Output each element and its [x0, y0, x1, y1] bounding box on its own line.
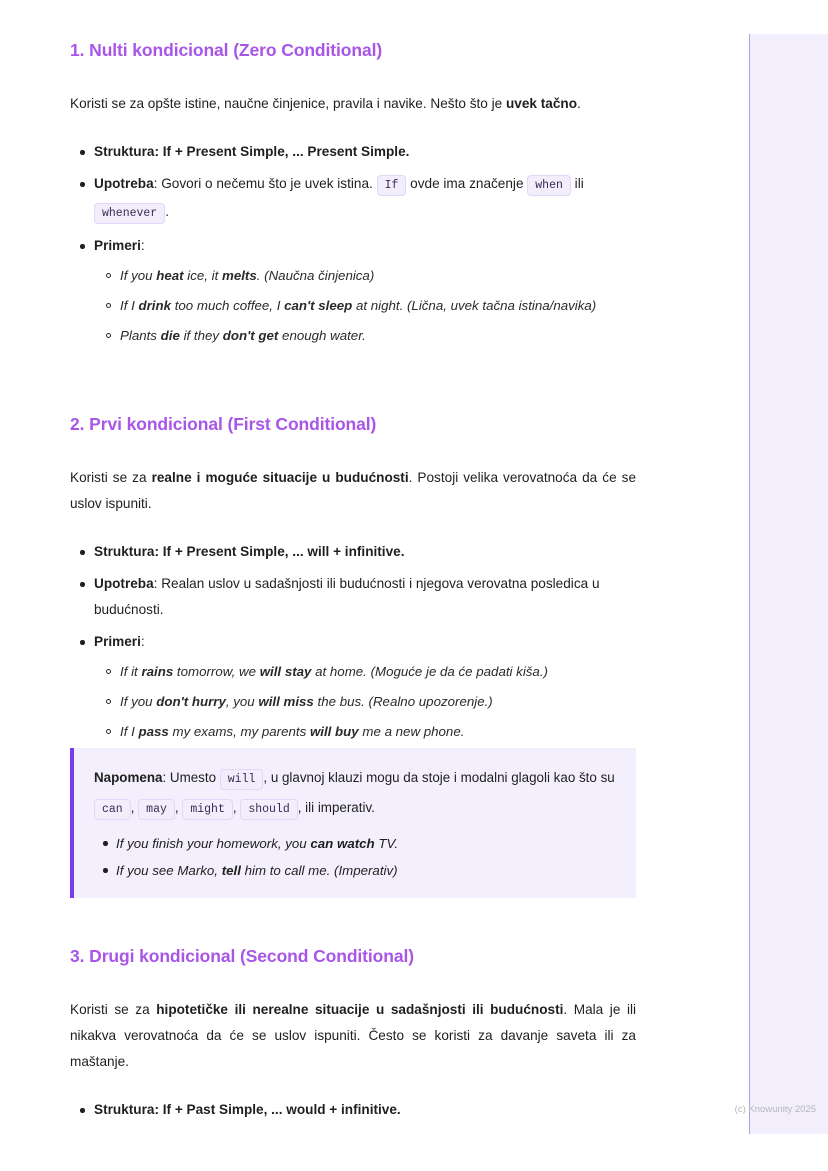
example-text: If I	[120, 298, 139, 313]
note-example-text: him to call me. (Imperativ)	[240, 863, 398, 878]
example-text: . (Naučna činjenica)	[256, 268, 375, 283]
intro-text-c: .	[577, 96, 581, 111]
section-bullets	[70, 539, 636, 745]
list-item	[120, 323, 636, 349]
upotreba-text-d: .	[165, 204, 169, 219]
intro-text-bold: hipotetičke ili nerealne situacije u sadašnjosti ili budućnosti	[156, 1002, 564, 1017]
code-can: can	[94, 799, 131, 820]
example-bold: will buy	[309, 724, 359, 739]
code-might: might	[182, 799, 233, 820]
list-item	[116, 857, 616, 884]
note-sep: ,	[232, 800, 241, 815]
example-list	[94, 659, 636, 745]
note-sep: ,	[130, 800, 139, 815]
intro-text-a: Koristi se za	[70, 1002, 157, 1017]
upotreba-text-a: : Govori o nečemu što je uvek istina.	[153, 176, 377, 191]
struktura-label: Struktura	[94, 1102, 155, 1117]
note-label: Napomena	[94, 770, 163, 785]
example-text: , you	[225, 694, 259, 709]
section-title: 3. Drugi kondicional (Second Conditional)	[70, 946, 414, 966]
struktura-label: Struktura	[94, 144, 155, 159]
note-sep: ,	[174, 800, 183, 815]
struktura-value: : If + Present Simple, ... will + infinitive.	[154, 544, 405, 559]
section-second-conditional	[70, 946, 636, 1129]
example-text: If you	[120, 694, 157, 709]
code-will: will	[220, 769, 264, 790]
intro-text-c: . Mala je ili nikakva verovatnoća da će se uslov ispuniti. Često se koristi za davanje saveta ili za maštanje.	[70, 1002, 637, 1069]
note-example-bold: tell	[221, 863, 241, 878]
note-text-c: , ili imperativ.	[297, 800, 375, 815]
list-item	[120, 659, 636, 685]
example-bold: don't hurry	[156, 694, 226, 709]
example-bold: melts	[222, 268, 257, 283]
section-title: 1. Nulti kondicional (Zero Conditional)	[70, 40, 383, 60]
section-intro	[70, 997, 636, 1075]
code-should: should	[240, 799, 297, 820]
note-callout-wrapper	[70, 748, 636, 898]
struktura-value: : If + Present Simple, ... Present Simple.	[154, 144, 410, 159]
section-intro	[70, 465, 636, 517]
note-callout	[70, 748, 636, 898]
example-bold: rains	[141, 664, 174, 679]
example-text: at home. (Moguće je da će padati kiša.)	[311, 664, 548, 679]
example-bold: can't sleep	[284, 298, 353, 313]
bullet-struktura	[94, 139, 636, 165]
list-item	[116, 830, 616, 857]
upotreba-label: Upotreba	[94, 576, 154, 591]
upotreba-text-c: ili	[570, 176, 584, 191]
code-may: may	[138, 799, 175, 820]
note-example-bold: can watch	[310, 836, 375, 851]
example-text: me a new phone.	[358, 724, 465, 739]
note-text-b: , u glavnoj klauzi mogu da stoje i modalni glagoli kao što su	[263, 770, 615, 785]
note-text	[94, 764, 616, 824]
section-bullets	[70, 139, 636, 349]
intro-text-c: . Postoji velika verovatnoća da će se uslov ispuniti.	[70, 470, 637, 511]
note-example-list	[94, 830, 616, 884]
note-text-a: : Umesto	[162, 770, 220, 785]
example-text: enough water.	[278, 328, 366, 343]
example-text: if they	[179, 328, 223, 343]
primeri-label: Primeri	[94, 634, 141, 649]
code-whenever: whenever	[94, 203, 165, 224]
example-text: the bus. (Realno upozorenje.)	[313, 694, 493, 709]
example-text: at night. (Lična, uvek tačna istina/navika)	[352, 298, 597, 313]
code-if: If	[377, 175, 407, 196]
example-bold: heat	[156, 268, 184, 283]
list-item	[120, 293, 636, 319]
example-text: If it	[120, 664, 142, 679]
list-item	[120, 263, 636, 289]
code-when: when	[527, 175, 571, 196]
section-intro	[70, 91, 636, 117]
intro-text-bold: uvek tačno	[505, 96, 577, 111]
example-list	[94, 263, 636, 349]
example-text: my exams, my parents	[168, 724, 310, 739]
note-example-text: If you finish your homework, you	[116, 836, 311, 851]
section-zero-conditional	[70, 40, 636, 355]
example-text: tomorrow, we	[173, 664, 260, 679]
example-text: If I	[120, 724, 139, 739]
list-item	[120, 719, 636, 745]
bullet-upotreba	[94, 571, 636, 623]
example-text: If you	[120, 268, 157, 283]
bullet-struktura	[94, 1097, 636, 1123]
example-bold: will stay	[259, 664, 312, 679]
bullet-upotreba	[94, 171, 636, 227]
bullet-primeri	[94, 233, 636, 349]
section-bullets	[70, 1097, 636, 1123]
bullet-struktura	[94, 539, 636, 565]
bullet-primeri	[94, 629, 636, 745]
example-text: ice, it	[183, 268, 222, 283]
struktura-label: Struktura	[94, 544, 155, 559]
example-text: Plants	[120, 328, 161, 343]
list-item	[120, 689, 636, 715]
intro-text-a: Koristi se za	[70, 470, 152, 485]
example-bold: don't get	[222, 328, 279, 343]
section-title: 2. Prvi kondicional (First Conditional)	[70, 414, 377, 434]
upotreba-value: : Realan uslov u sadašnjosti ili budućnosti i njegova verovatna posledica u budućnosti.	[94, 576, 600, 617]
example-text: too much coffee, I	[171, 298, 285, 313]
section-first-conditional	[70, 414, 636, 751]
primeri-colon: :	[140, 238, 145, 253]
primeri-label: Primeri	[94, 238, 141, 253]
example-bold: drink	[138, 298, 171, 313]
watermark: (c) Knowunity 2025	[734, 1104, 816, 1115]
struktura-value: : If + Past Simple, ... would + infinitive.	[154, 1102, 401, 1117]
example-bold: will miss	[258, 694, 314, 709]
page-right-rail	[749, 34, 828, 1134]
intro-text-a: Koristi se za opšte istine, naučne činjenice, pravila i navike. Nešto što je	[70, 96, 506, 111]
example-bold: pass	[138, 724, 169, 739]
note-example-text: TV.	[374, 836, 399, 851]
upotreba-label: Upotreba	[94, 176, 154, 191]
note-example-text: If you see Marko,	[116, 863, 222, 878]
example-bold: die	[160, 328, 180, 343]
primeri-colon: :	[140, 634, 145, 649]
upotreba-text-b: ovde ima značenje	[406, 176, 528, 191]
intro-text-bold: realne i moguće situacije u budućnosti	[151, 470, 409, 485]
